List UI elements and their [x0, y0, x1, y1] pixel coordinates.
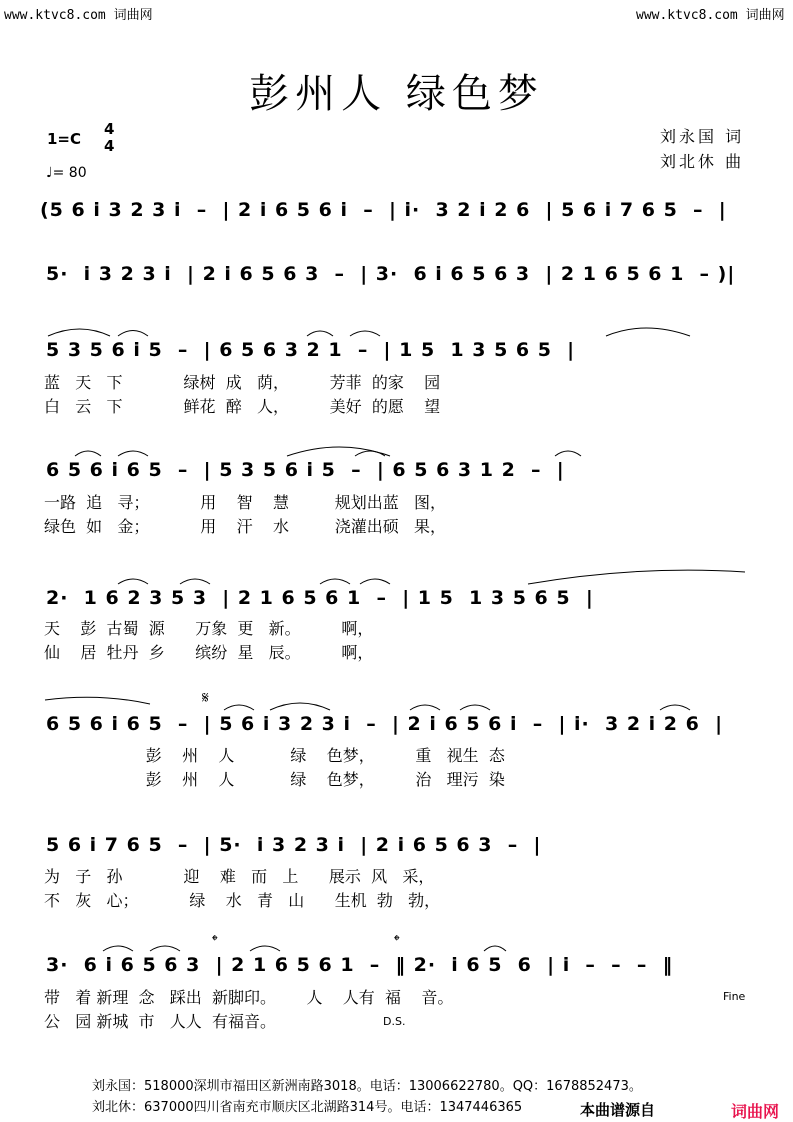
- composer-contact: 刘北休：637000四川省南充市顺庆区北湖路314号。电话：1347446365: [92, 1100, 523, 1115]
- coda-mark-2: 𝄌: [394, 931, 400, 950]
- time-signature-top: 4: [104, 120, 115, 138]
- lyrics-row-5-verse-2: 仙 居 牡丹 乡 缤纷 星 辰。 啊，: [44, 643, 374, 662]
- segno-mark: 𝄋: [202, 688, 209, 707]
- lyrics-row-7-verse-2: 不 灰 心； 绿 水 青 山 生机 勃 勃，: [44, 891, 441, 910]
- notation-row-1: (5 6 i 3 2 3 i – | 2 i 6 5 6 i – | i· 3 2 i 2 6 | 5 6 i 7 6 5 – |: [40, 199, 727, 221]
- lyrics-row-5-verse-1: 天 彭 古蜀 源 万象 更 新。 啊，: [44, 619, 374, 638]
- coda-mark-1: 𝄌: [212, 931, 218, 950]
- ds-mark: D.S.: [383, 1015, 406, 1028]
- lyrics-row-4-verse-1: 一路 追 寻； 用 智 慧 规划出蓝 图，: [44, 493, 447, 512]
- notation-row-7: 5 6 i 7 6 5 – | 5· i 3 2 3 i | 2 i 6 5 6 3 – |: [46, 834, 542, 856]
- key-signature: 1=C: [47, 130, 82, 148]
- song-title: 彭州人 绿色梦: [249, 71, 544, 117]
- lyrics-row-7-verse-1: 为 子 孙 迎 难 而 上 展示 风 采，: [44, 867, 435, 886]
- notation-row-3: 5 3 5 6 i 5 – | 6 5 6 3 2 1 – | 1 5 1 3 5 6 5 |: [46, 339, 576, 361]
- lyrics-row-6-verse-2: 彭 州 人 绿 色梦， 治 理污 染: [44, 770, 505, 789]
- notation-row-6: 6 5 6 i 6 5 – | 5 6 i 3 2 3 i – | 2 i 6 5 6 i – | i· 3 2 i 2 6 |: [46, 713, 724, 735]
- lyricist-credit: 刘永国 词: [660, 127, 745, 146]
- notation-row-5: 2· 1 6 2 3 5 3 | 2 1 6 5 6 1 – | 1 5 1 3 5 6 5 |: [46, 587, 594, 609]
- composer-credit: 刘北休 曲: [660, 152, 745, 171]
- notation-row-8: 3· 6 i 6 5 6 3 | 2 1 6 5 6 1 – ‖ 2· i 6 5 6 | i – – – ‖: [46, 954, 674, 976]
- tempo-marking: ♩= 80: [46, 165, 87, 181]
- lyrics-row-3-verse-1: 蓝 天 下 绿树 成 荫， 芳菲 的家 园: [44, 373, 441, 392]
- time-signature-bottom: 4: [104, 137, 115, 155]
- lyrics-row-6-verse-1: 彭 州 人 绿 色梦， 重 视生 态: [44, 746, 505, 765]
- fine-mark: Fine: [723, 990, 746, 1003]
- notation-row-2: 5· i 3 2 3 i | 2 i 6 5 6 3 – | 3· 6 i 6 5 6 3 | 2 1 6 5 6 1 – )|: [46, 263, 736, 285]
- brand-logo-text: 词曲网: [731, 1102, 780, 1121]
- lyrics-row-3-verse-2: 白 云 下 鲜花 醉 人， 美好 的愿 望: [44, 397, 441, 416]
- lyrics-row-4-verse-2: 绿色 如 金； 用 汗 水 浇灌出硕 果，: [44, 517, 447, 536]
- notation-row-4: 6 5 6 i 6 5 – | 5 3 5 6 i 5 – | 6 5 6 3 1 2 – |: [46, 459, 565, 481]
- source-label: 本曲谱源自: [580, 1101, 656, 1119]
- watermark-left: www.ktvc8.com 词曲网: [4, 8, 153, 23]
- lyricist-contact: 刘永国：518000深圳市福田区新洲南路3018。电话：13006622780。QQ：1678852473。: [92, 1079, 642, 1094]
- lyrics-row-8-verse-1: 带 着 新理 念 踩出 新脚印。 人 人有 福 音。: [44, 988, 454, 1007]
- watermark-right: www.ktvc8.com 词曲网: [636, 8, 785, 23]
- lyrics-row-8-verse-2: 公 园 新城 市 人人 有福音。: [44, 1012, 276, 1031]
